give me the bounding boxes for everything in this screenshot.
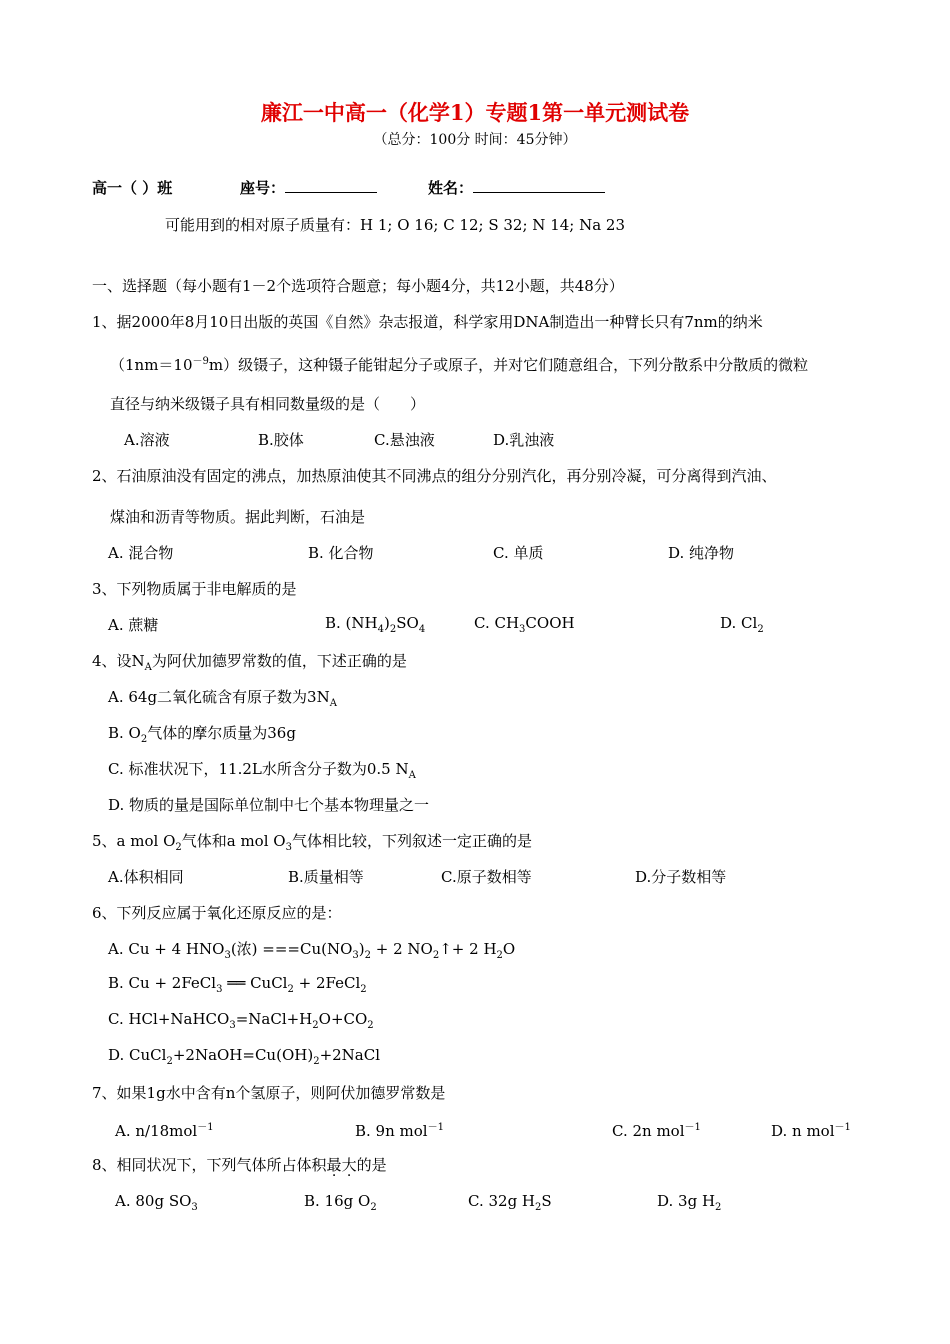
class-label: 高一（ ）班 [92,179,173,197]
q5-option-c: C.原子数相等 [441,868,532,886]
q1-option-b: B.胶体 [258,431,304,449]
name-field [428,177,605,198]
q1-option-a: A.溶液 [124,431,170,449]
q4-option-b: B. $O_2$气体的摩尔质量为36g [108,724,296,745]
q5-option-a: A.体积相同 [108,868,184,886]
emphasis-dot-char: 大 [341,1156,357,1174]
q3-option-a: A. 蔗糖 [108,616,159,634]
q2-option-a: A. 混合物 [108,544,174,562]
q5-option-b: B.质量相等 [288,868,364,886]
atomic-masses: 可能用到的相对原子质量有：H 1; O 16; C 12; S 32; N 14; Na 23 [165,216,626,234]
q1-option-d: D.乳浊液 [493,431,555,449]
q4-option-c: C. 标准状况下，11.2L水所含分子数为0.5 $N_A$ [108,760,416,781]
name-blank[interactable] [473,178,605,193]
q1-option-c: C.悬浊液 [374,431,435,449]
q6-option-c: C. $HCl+NaHCO_3=NaCl+H_2O+CO_2$ [108,1010,374,1031]
q2-line2: 煤油和沥青等物质。据此判断，石油是 [110,508,366,526]
q7-option-c: C. 2n mol$^{-1}$ [612,1122,701,1140]
q5-option-d: D.分子数相等 [635,868,727,886]
q3-stem: 3、下列物质属于非电解质的是 [92,580,297,598]
page-subtitle: （总分：100分 时间：45分钟） [373,132,577,148]
q8-option-a: A. 80g $SO_3$ [115,1192,198,1213]
q8-option-b: B. 16g $O_2$ [304,1192,377,1213]
q7-option-d: D. n mol$^{-1}$ [771,1122,851,1140]
q1-line1: 1、据2000年8月10日出版的英国《自然》杂志报道，科学家用DNA制造出一种臂长只有7nm的纳米 [92,313,763,331]
q3-option-b: B. $(NH_4)_2SO_4$ [325,614,426,635]
q2-line1: 2、石油原油没有固定的沸点，加热原油使其不同沸点的组分分别汽化，再分别冷凝，可分离得到汽油、 [92,467,777,485]
q8-option-d: D. 3g $H_2$ [657,1192,722,1213]
q7-option-a: A. n/18mol$^{-1}$ [115,1122,214,1140]
q7-option-b: B. 9n mol$^{-1}$ [355,1122,444,1140]
q2-option-b: B. 化合物 [308,544,374,562]
q4-option-a: A. 64g二氧化硫含有原子数为$3N_A$ [108,688,337,709]
q3-option-c: C. $CH_3COOH$ [474,614,575,635]
q2-option-d: D. 纯净物 [668,544,735,562]
q7-stem: 7、如果1g水中含有n个氢原子，则阿伏加德罗常数是 [92,1084,446,1102]
q1-line3: 直径与纳米级镊子具有相同数量级的是（ ） [110,395,426,413]
q6-option-d: D. $CuCl_2+2NaOH=Cu(OH)_2+2NaCl$ [108,1046,381,1067]
q6-option-a: A. Cu + 4 $HNO_3$(浓) $===Cu(NO_3)_2 + 2$ $NO_2↑+ 2$ $H_2O$ [108,940,516,961]
q2-option-c: C. 单质 [493,544,544,562]
section-heading: 一、选择题（每小题有1－2个选项符合题意；每小题4分，共12小题，共48分） [92,277,624,295]
emphasis-dot-char: 最 [326,1156,342,1174]
seat-blank[interactable] [285,178,377,193]
q3-option-d: D. $Cl_2$ [720,614,764,635]
q6-option-b: B. Cu + 2FeCl$_3$ ══ CuCl$_2$ + 2FeCl$_2$ [108,974,367,995]
q8-stem: 8、相同状况下，下列气体所占体积最大的是 [92,1156,387,1174]
q8-option-c: C. 32g $H_2S$ [468,1192,552,1213]
q5-stem: 5、a mol $O_2$气体和a mol $O_3$气体相比较，下列叙述一定正确的是 [92,832,532,853]
page-title: 廉江一中高一（化学1）专题1第一单元测试卷 [260,100,690,125]
q6-stem: 6、下列反应属于氧化还原反应的是： [92,904,342,922]
q4-stem: 4、设$N_A$为阿伏加德罗常数的值，下述正确的是 [92,652,407,673]
q4-option-d: D. 物质的量是国际单位制中七个基本物理量之一 [108,796,430,814]
class-field [92,177,172,198]
seat-label: 座号： [240,179,286,197]
name-label: 姓名： [428,179,474,197]
q1-line2: $(1nm=10^{-9}m)$级镊子，这种镊子能钳起分子或原子，并对它们随意组合，下列分散系中分散质的微粒 [110,356,809,374]
seat-field [240,177,377,198]
